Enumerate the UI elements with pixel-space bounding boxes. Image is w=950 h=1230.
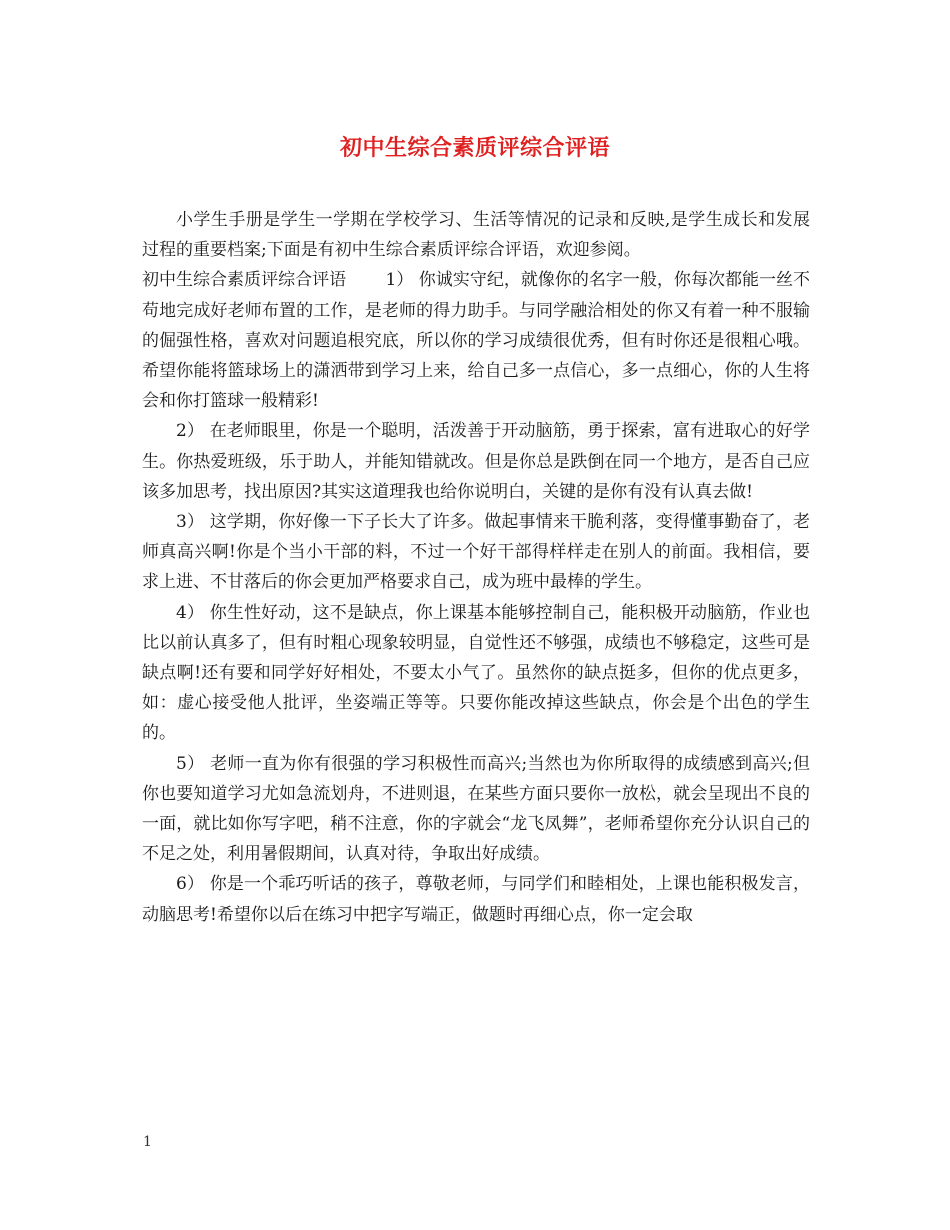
- paragraph-comment-3: 3） 这学期，你好像一下子长大了许多。做起事情来干脆利落，变得懂事勤奋了，老师真高兴啊!你是个当小干部的料，不过一个好干部得样样走在别人的前面。我相信，要求上进、不甘落后的你会更加严格要求自己，成为班中最棒的学生。: [142, 512, 810, 593]
- paragraph-comment-4: 4） 你生性好动，这不是缺点，你上课基本能够控制自己，能积极开动脑筋，作业也比以前认真多了，但有时粗心现象较明显，自觉性还不够强，成绩也不够稳定，这些可是缺点啊!还有要和同学好好相处，不要太小气了。虽然你的缺点挺多，但你的优点更多，如：虚心接受他人批评，坐姿端正等等。只要你能改掉这些缺点，你会是个出色的学生的。: [142, 602, 810, 744]
- paragraph-comment-2: 2） 在老师眼里，你是一个聪明，活泼善于开动脑筋，勇于探索，富有进取心的好学生。你热爱班级，乐于助人，并能知错就改。但是你总是跌倒在同一个地方，是否自己应该多加思考，找出原因?其实这道理我也给你说明白，关键的是你有没有认真去做!: [142, 421, 810, 502]
- paragraph-comment-5: 5） 老师一直为你有很强的学习积极性而高兴;当然也为你所取得的成绩感到高兴;但你也要知道学习尤如急流划舟，不进则退，在某些方面只要你一放松，就会呈现出不良的一面，就比如你写字吧，稍不注意，你的字就会“龙飞凤舞”，老师希望你充分认识自己的不足之处，利用暑假期间，认真对待，争取出好成绩。: [142, 753, 810, 865]
- paragraph-intro: 小学生手册是学生一学期在学校学习、生活等情况的记录和反映,是学生成长和发展过程的重要档案;下面是有初中生综合素质评综合评语，欢迎参阅。: [142, 210, 810, 261]
- paragraph-comment-1: 初中生综合素质评综合评语 1） 你诚实守纪，就像你的名字一般，你每次都能一丝不苟地完成好老师布置的工作，是老师的得力助手。与同学融洽相处的你又有着一种不服输的倔强性格，喜欢对问题追根究底，所以你的学习成绩很优秀，但有时你还是很粗心哦。希望你能将篮球场上的潇洒带到学习上来，给自己多一点信心，多一点细心，你的人生将会和你打篮球一般精彩!: [142, 270, 810, 412]
- page-number: 1: [143, 1134, 152, 1150]
- document-title: 初中生综合素质评综合评语: [339, 135, 610, 161]
- document-body: [142, 205, 810, 930]
- paragraph-comment-6: 6） 你是一个乖巧听话的孩子，尊敬老师，与同学们和睦相处，上课也能积极发言，动脑思考!希望你以后在练习中把字写端正，做题时再细心点，你一定会取: [142, 874, 810, 925]
